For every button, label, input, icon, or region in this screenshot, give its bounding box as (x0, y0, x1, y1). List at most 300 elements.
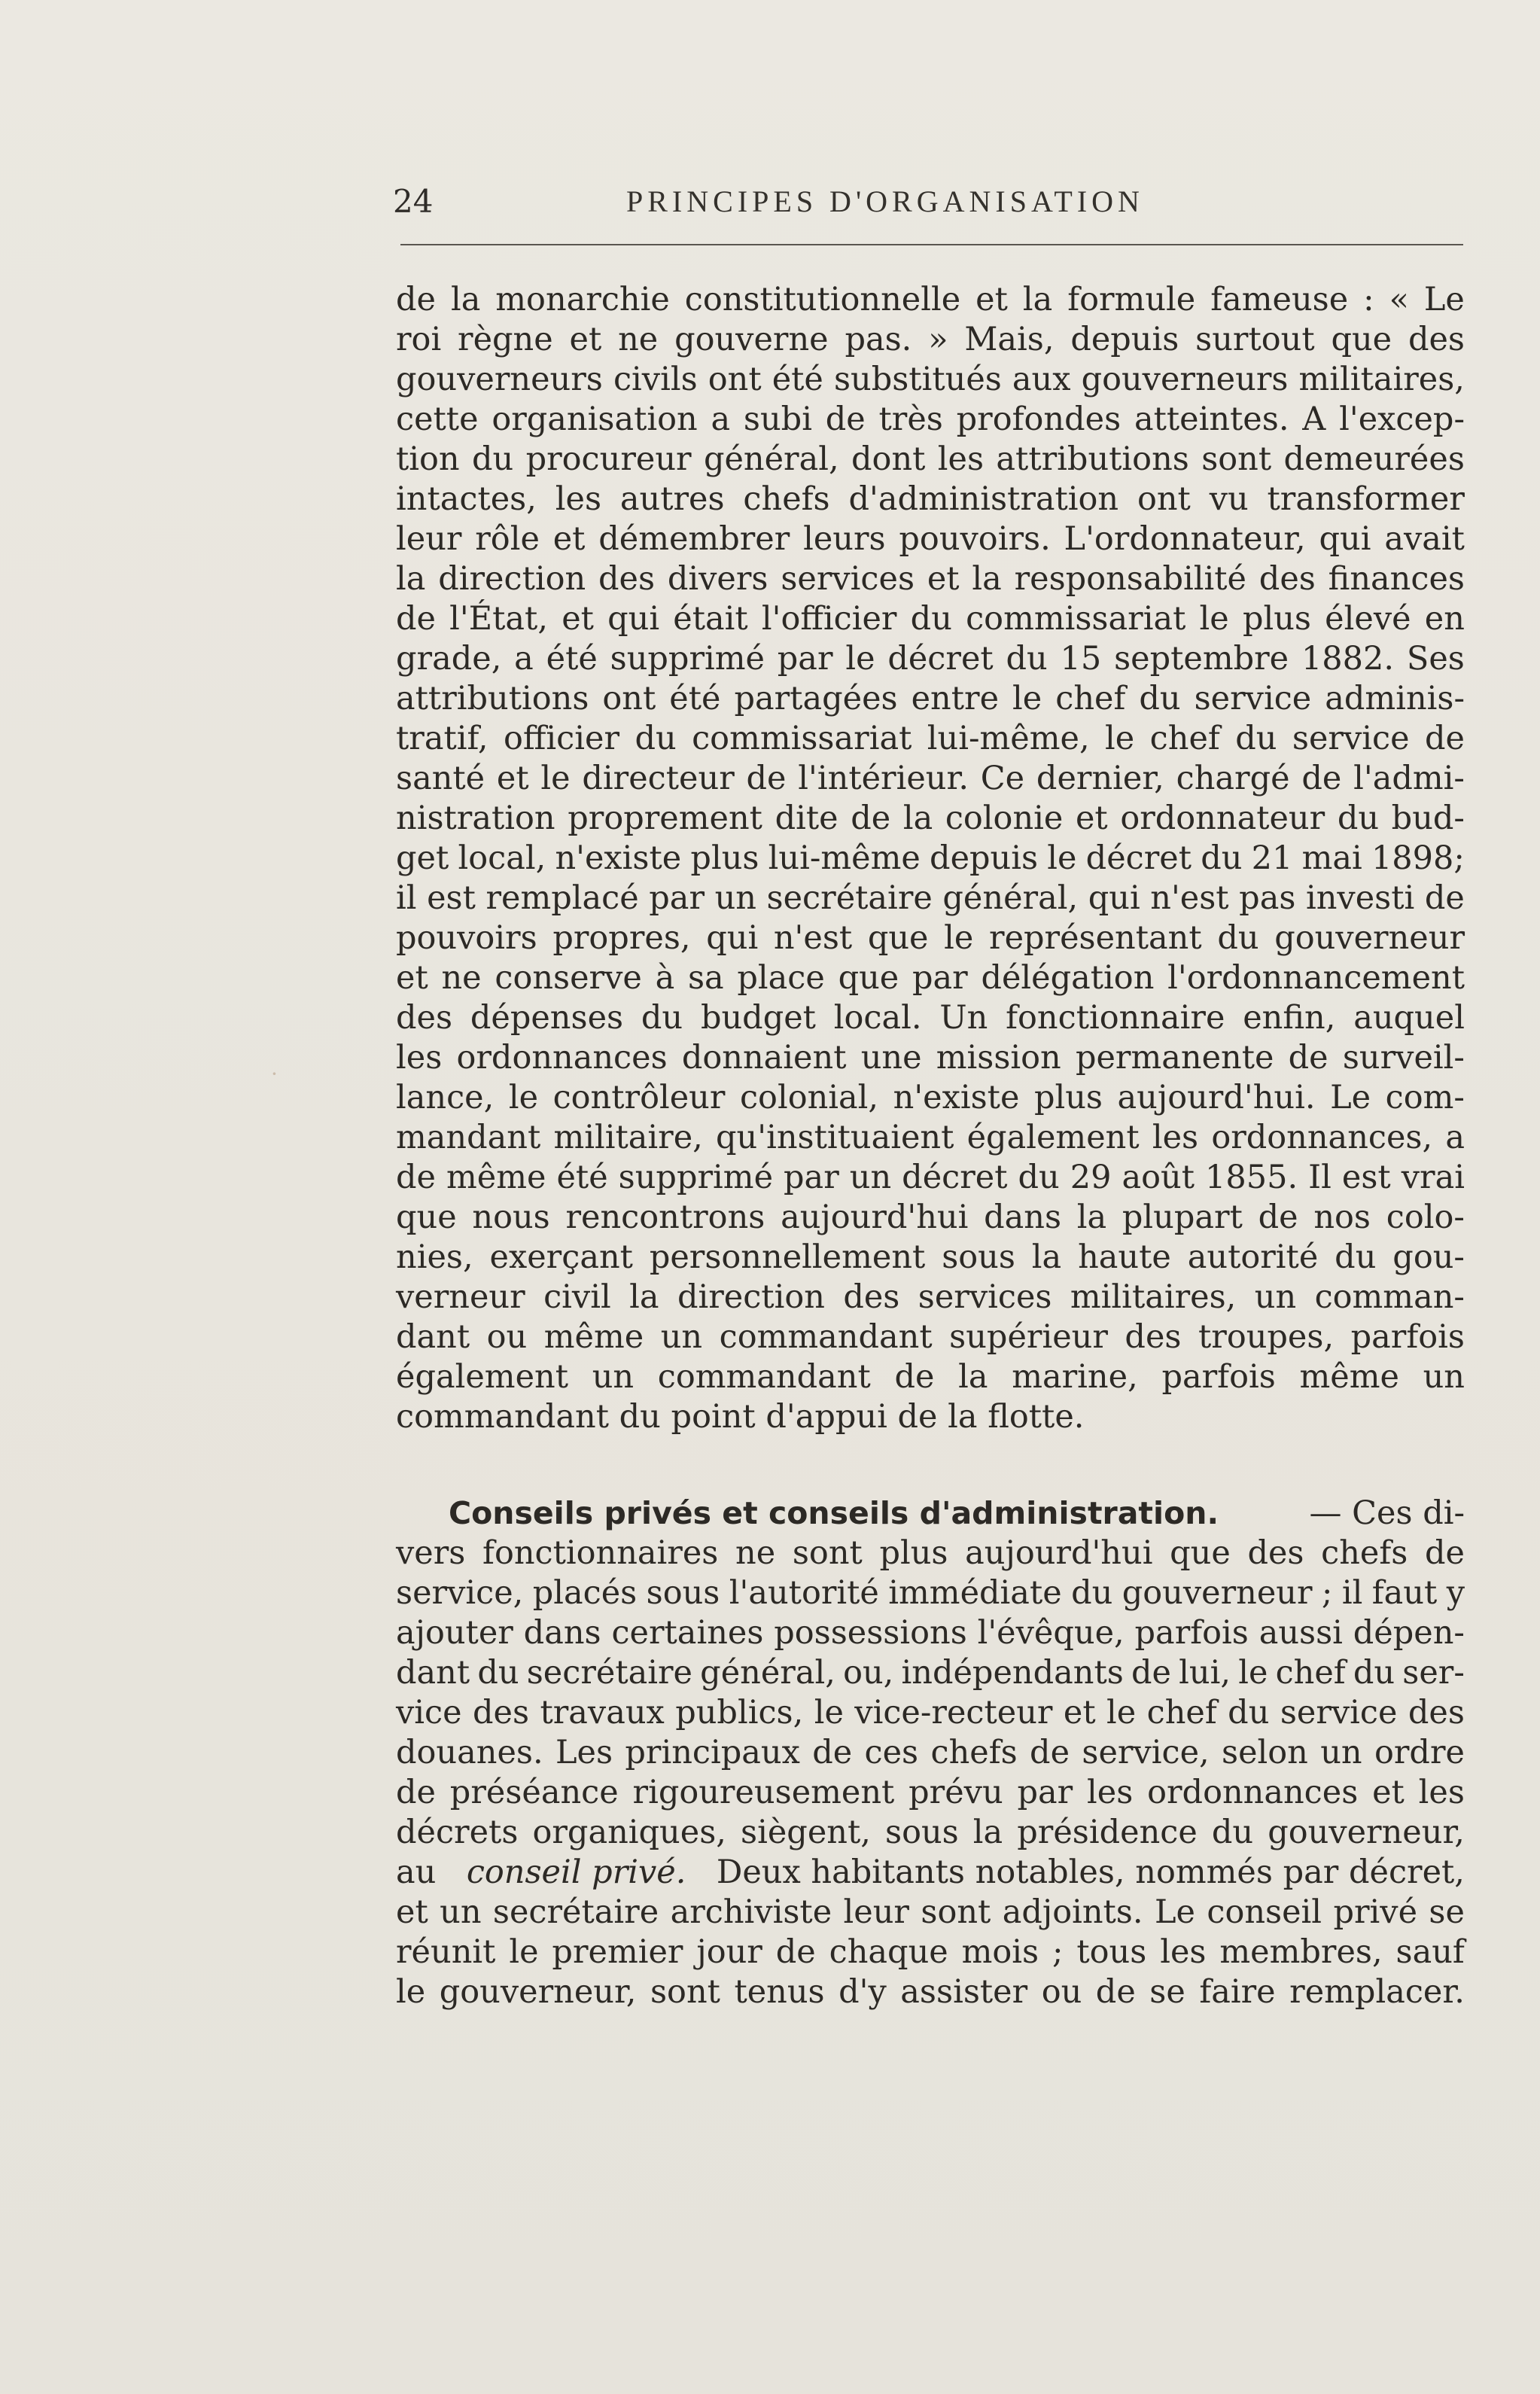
word: n'est (773, 919, 853, 957)
header-rule (400, 244, 1463, 245)
word: get (396, 839, 449, 877)
word: un (440, 1893, 482, 1931)
word: gouverneurs (1081, 361, 1289, 398)
word: qui (1319, 520, 1371, 558)
word: commissariat (692, 720, 912, 757)
main-paragraph (396, 280, 1465, 1437)
word: dans (523, 1614, 601, 1652)
text-line (396, 1733, 1465, 1773)
word: militaires, (1070, 1278, 1237, 1316)
word: n'existe (555, 839, 682, 877)
word: gouverneurs (396, 361, 603, 398)
word: 29 (1070, 1159, 1112, 1196)
word: la (972, 1814, 1003, 1851)
word: partagées (734, 680, 898, 717)
text-line (396, 360, 1465, 400)
word: du (1235, 720, 1277, 757)
word: colonie (945, 800, 1064, 837)
word: été (669, 680, 721, 717)
text-line (396, 958, 1465, 998)
word: chef (1275, 1654, 1346, 1692)
word: du (1211, 1814, 1254, 1851)
word: et (396, 1893, 428, 1931)
word: du (1217, 919, 1259, 957)
word: permanente (1075, 1039, 1274, 1077)
word: du (477, 1654, 519, 1692)
word: organisation (492, 401, 698, 438)
word: n'existe (893, 1079, 1020, 1116)
text-line: commandant du point d'appui de la flotte. (396, 1398, 1085, 1436)
word: du (1335, 1238, 1377, 1276)
italic-term: conseil privé. (466, 1853, 686, 1891)
text-line (396, 719, 1465, 759)
word: gouverne (674, 321, 829, 358)
word: de (396, 1774, 436, 1811)
word: élevé (1325, 600, 1411, 638)
text-line (396, 1198, 1465, 1238)
section-first-line-rest: — Ces di- (1309, 1494, 1465, 1532)
word: autres (619, 480, 725, 518)
word: siègent, (741, 1814, 871, 1851)
word: l'officier (761, 600, 897, 638)
word: gouverneur, (439, 1973, 637, 2011)
word: service, (396, 1574, 524, 1612)
word: remplacé (485, 879, 639, 917)
word: douanes. (396, 1734, 543, 1771)
word: présidence (1017, 1814, 1198, 1851)
word: sous (646, 1574, 720, 1612)
word: chef (1149, 720, 1220, 757)
word: et (569, 321, 602, 358)
word: le (944, 919, 974, 957)
word: de (1424, 720, 1465, 757)
word: enfin, (1243, 999, 1336, 1037)
word: général, (942, 879, 1079, 917)
word: possessions (774, 1614, 967, 1652)
word: par (912, 959, 968, 997)
word: ordonnateur (1120, 800, 1325, 837)
word: le (1199, 600, 1229, 638)
word: ordonnances (1147, 1774, 1359, 1811)
word: de (775, 1933, 816, 1971)
word: le (1106, 1694, 1137, 1732)
word: travaux (540, 1694, 665, 1732)
word: de (396, 600, 436, 638)
word: tratif, (396, 720, 488, 757)
word: roi (396, 321, 442, 358)
word: même (543, 1318, 644, 1356)
word: » (928, 321, 948, 358)
word: du (1228, 1694, 1270, 1732)
word: colo- (1386, 1199, 1465, 1236)
word: direction (438, 560, 586, 598)
word: décrets (396, 1814, 519, 1851)
word: substitués (833, 361, 1002, 398)
word: l'admi- (1353, 760, 1465, 797)
word: de (894, 1358, 935, 1396)
word: le (540, 760, 571, 797)
word: des (396, 999, 453, 1037)
word: le (845, 640, 875, 678)
word: fonctionnaires (482, 1534, 719, 1572)
word: des (1408, 321, 1465, 358)
word: aujourd'hui (965, 1534, 1153, 1572)
word: assister (900, 1973, 1028, 2011)
section-final-lines (396, 1893, 1465, 2012)
text-line (396, 1573, 1465, 1613)
word: qui (607, 600, 660, 638)
word: se (1429, 1893, 1465, 1931)
word: officier (503, 720, 620, 757)
word: mai (1301, 839, 1362, 877)
word: du (1337, 800, 1380, 837)
word: plus (1033, 1079, 1103, 1116)
word: des (1125, 1318, 1182, 1356)
word: Les (555, 1734, 613, 1771)
word: de (825, 401, 866, 438)
word: com- (1385, 1079, 1465, 1116)
word: propres, (552, 919, 691, 957)
word: autorité (1187, 1238, 1319, 1276)
word: le (1105, 720, 1135, 757)
word: l'évêque, (977, 1614, 1125, 1652)
word: atteintes. (1134, 401, 1289, 438)
word: parfois (1350, 1318, 1465, 1356)
word: certaines (611, 1614, 764, 1652)
word: demeurées (1283, 440, 1465, 478)
word: parfois (1161, 1358, 1276, 1396)
text-line (396, 1972, 1465, 2012)
word: le (509, 1933, 539, 1971)
word: tous (1076, 1933, 1147, 1971)
word: les (1087, 1774, 1134, 1811)
word: de (1131, 1654, 1171, 1692)
word: L'ordonnateur, (1064, 520, 1306, 558)
word: du (1006, 640, 1048, 678)
word: n'est (1150, 879, 1229, 917)
word: l'excep- (1339, 401, 1465, 438)
word: Ses (1406, 640, 1465, 678)
word: ajouter (396, 1614, 513, 1652)
word: jour (696, 1933, 762, 1971)
word: chefs (1321, 1534, 1408, 1572)
word: Il (1308, 1159, 1332, 1196)
word: commissariat (966, 600, 1186, 638)
word: gouverneur (1122, 1574, 1313, 1612)
word: supprimé (610, 640, 765, 678)
word: plupart (1122, 1199, 1243, 1236)
word: se (1149, 1973, 1185, 2011)
word: vers (396, 1534, 466, 1572)
word: directeur (582, 760, 735, 797)
word: adminis- (1325, 680, 1465, 717)
word: été (546, 640, 598, 678)
word: formule (1067, 281, 1196, 318)
word: la (629, 1278, 659, 1316)
word: budget (700, 999, 816, 1037)
word: le (814, 1694, 844, 1732)
word: dépenses (470, 999, 624, 1037)
word: rigoureusement (632, 1774, 895, 1811)
word: faut (1371, 1574, 1438, 1612)
word: que (1170, 1534, 1231, 1572)
word: le (1047, 839, 1077, 877)
word: général, (703, 440, 839, 478)
word: décret (902, 1159, 1008, 1196)
text-line (396, 440, 1465, 480)
word: secrétaire (526, 1654, 692, 1692)
word: 1855. (1205, 1159, 1298, 1196)
word: aujourd'hui (781, 1199, 969, 1236)
word: lance, (396, 1079, 495, 1116)
word: ; (1052, 1933, 1064, 1971)
word: il (396, 879, 417, 917)
text-line (396, 1238, 1465, 1278)
text-line (396, 1317, 1465, 1357)
word: également (396, 1358, 569, 1396)
text-line (396, 639, 1465, 679)
word: la (902, 800, 933, 837)
word: de (746, 760, 787, 797)
word: fameuse (1210, 281, 1349, 318)
section-lines (396, 1534, 1465, 1853)
text-line (396, 918, 1465, 958)
body-text (396, 280, 1465, 2012)
word: immédiate (888, 1574, 1062, 1612)
word: le (1238, 1654, 1268, 1692)
word: cette (396, 401, 479, 438)
word: les (937, 440, 985, 478)
word: préséance (449, 1774, 619, 1811)
word: « (1389, 281, 1409, 318)
word: la (1031, 1238, 1062, 1276)
section-first-line (396, 1494, 1465, 1534)
text-line (396, 1118, 1465, 1158)
word: ces (864, 1734, 919, 1771)
word: que (838, 959, 899, 997)
word: place (737, 959, 825, 997)
word: transformer (1267, 480, 1465, 518)
word: dant (396, 1318, 470, 1356)
word: dernier, (1036, 760, 1164, 797)
word: aussi (1258, 1614, 1343, 1652)
word: Mais, (964, 321, 1055, 358)
word: est (1341, 1159, 1391, 1196)
word: : (1363, 281, 1374, 318)
word: bud- (1391, 800, 1465, 837)
text-line (396, 1534, 1465, 1573)
word: troupes, (1198, 1318, 1335, 1356)
word: de (1425, 1534, 1465, 1572)
word: gouverneur (1274, 919, 1465, 957)
word: chefs (743, 480, 830, 518)
text-line (396, 280, 1465, 320)
word: chefs (930, 1734, 1018, 1771)
word: la (1022, 281, 1053, 318)
word: prévu (908, 1774, 1003, 1811)
page-header (393, 179, 1465, 224)
word: et (975, 281, 1008, 318)
word: contrôleur (552, 1079, 726, 1116)
word: responsabilité (1014, 560, 1246, 598)
word: nistration (396, 800, 555, 837)
word: et (496, 760, 529, 797)
word: civil (543, 1278, 611, 1316)
word: et (562, 600, 594, 638)
word: représentant (989, 919, 1202, 957)
word: donnaient (681, 1039, 847, 1077)
text-line (396, 1693, 1465, 1733)
word: attributions (996, 440, 1189, 478)
word: les (396, 1039, 443, 1077)
word: procureur (525, 440, 692, 478)
word: fonctionnaire (1006, 999, 1225, 1037)
word: et (1372, 1774, 1405, 1811)
word: la (972, 560, 1002, 598)
word: secrétaire (492, 1893, 659, 1931)
word: supprimé (618, 1159, 774, 1196)
word: le (1012, 680, 1042, 717)
word: sous (885, 1814, 959, 1851)
word: réunit (396, 1933, 496, 1971)
word: de (812, 1734, 853, 1771)
word: une (860, 1039, 922, 1077)
section-title: Conseils privés et conseils d'administration. (449, 1495, 1219, 1531)
word: surtout (1195, 321, 1315, 358)
word: investi (1305, 879, 1415, 917)
word: premier (552, 1933, 683, 1971)
text-line (396, 879, 1465, 918)
word: aux (1012, 361, 1071, 398)
word: gou- (1392, 1238, 1465, 1276)
word: même (1299, 1358, 1399, 1396)
word: surveil- (1342, 1039, 1465, 1077)
word: remplacer. (1289, 1973, 1465, 2011)
word: de (396, 1159, 436, 1196)
word: entre (911, 680, 1000, 717)
word: local, (458, 839, 546, 877)
word: ordonnances (456, 1039, 668, 1077)
word: il (1341, 1574, 1363, 1612)
word: monarchie (495, 281, 670, 318)
word: en (1424, 600, 1465, 638)
word: septembre (1114, 640, 1289, 678)
word: 1898; (1371, 839, 1465, 877)
word: du (635, 720, 677, 757)
word: la (958, 1358, 988, 1396)
text-line (396, 759, 1465, 799)
word: pouvoirs. (899, 520, 1051, 558)
word: ; (1321, 1574, 1333, 1612)
word: par (649, 879, 705, 917)
word: vu (1209, 480, 1249, 518)
word: que (396, 1199, 457, 1236)
word: du (641, 999, 683, 1037)
word: publics, (675, 1694, 804, 1732)
section-italic-line (396, 1853, 1465, 1893)
word: un (1423, 1358, 1465, 1396)
word: conseil (1207, 1893, 1322, 1931)
word: un (849, 1159, 892, 1196)
word: membres, (1219, 1933, 1383, 1971)
text-line (396, 1078, 1465, 1118)
word: démembrer (598, 520, 790, 558)
word: qui (1088, 879, 1140, 917)
word: profondes (956, 401, 1122, 438)
word: intactes, (396, 480, 537, 518)
word: et (396, 959, 428, 997)
word: y (1446, 1574, 1465, 1612)
word: service (1194, 680, 1312, 717)
word: règne (458, 321, 553, 358)
text-line (396, 1653, 1465, 1693)
word: décret (1085, 839, 1192, 877)
word: ont (602, 680, 656, 717)
word: supérieur (949, 1318, 1108, 1356)
word: des (1247, 1534, 1304, 1572)
text-line (396, 1038, 1465, 1078)
word: de (396, 281, 436, 318)
word: qui (706, 919, 759, 957)
word: finances (1328, 560, 1465, 598)
word: dant (396, 1654, 470, 1692)
word: mois (961, 1933, 1039, 1971)
word: par (1017, 1774, 1073, 1811)
word: organiques, (532, 1814, 726, 1851)
word: leurs (803, 520, 886, 558)
word: proprement (568, 800, 762, 837)
word: direction (677, 1278, 825, 1316)
word: service, (1082, 1734, 1210, 1771)
text-line (396, 839, 1465, 879)
text-line (396, 1357, 1465, 1397)
word: avait (1384, 520, 1465, 558)
word: du (1201, 839, 1243, 877)
word: dont (851, 440, 926, 478)
word: dépen- (1353, 1614, 1465, 1652)
word: archiviste (670, 1893, 832, 1931)
word: service (1292, 720, 1410, 757)
word: parfois (1134, 1614, 1249, 1652)
word: aujourd'hui. (1117, 1079, 1316, 1116)
word: plus (879, 1534, 948, 1572)
word: chargé (1176, 760, 1290, 797)
word: mission (936, 1039, 1061, 1077)
page-number: 24 (393, 183, 434, 220)
word: et (927, 560, 960, 598)
word: indépendants (901, 1654, 1124, 1692)
text-line (396, 1893, 1465, 1933)
word: pouvoirs (396, 919, 537, 957)
word: des (472, 1694, 530, 1732)
word: que (867, 919, 929, 957)
word: des (843, 1278, 900, 1316)
text-line (396, 559, 1465, 599)
word: ont (708, 361, 762, 398)
word: nies, (396, 1238, 473, 1276)
word: un (592, 1358, 635, 1396)
word: ou, (843, 1654, 894, 1692)
word: conserve (495, 959, 642, 997)
word: ou (1041, 1973, 1082, 2011)
word: également (966, 1119, 1140, 1156)
word: sa (687, 959, 724, 997)
text-line (396, 799, 1465, 839)
word: août (1122, 1159, 1195, 1196)
word: dans (984, 1199, 1062, 1236)
word: nous (472, 1199, 550, 1236)
word: du (471, 440, 514, 478)
